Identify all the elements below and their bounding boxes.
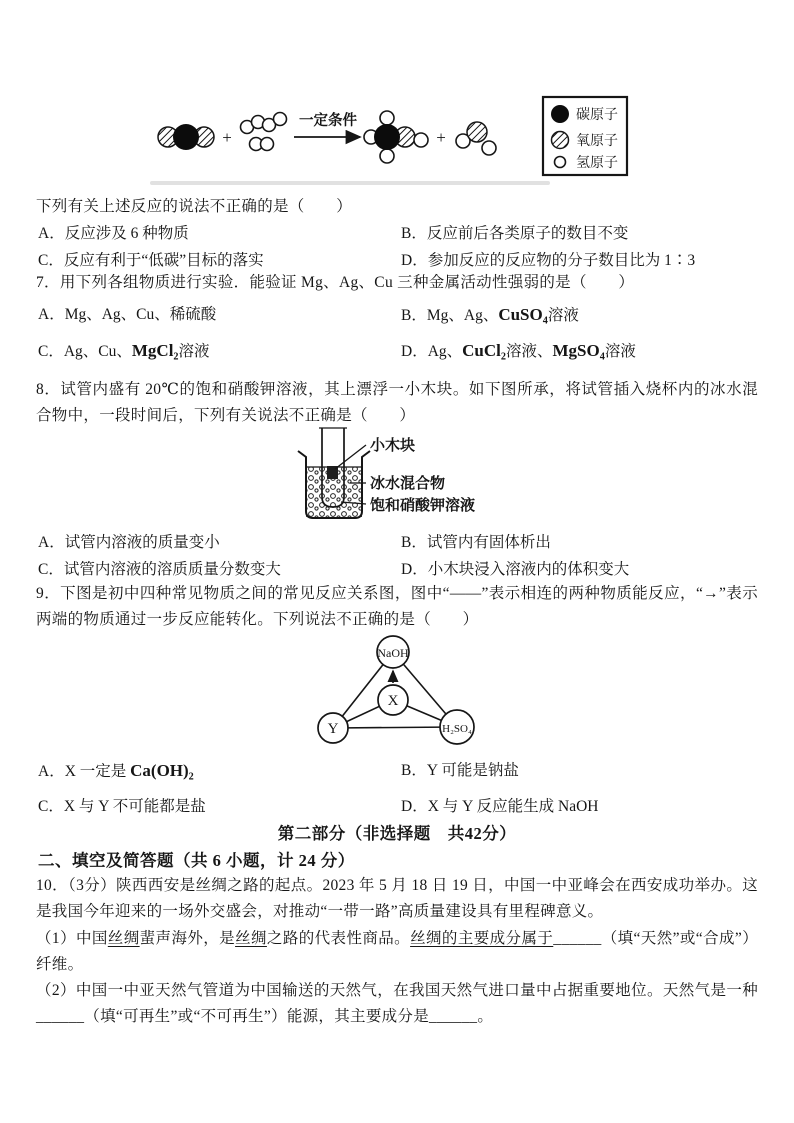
oxygen-atom-icon: [552, 132, 569, 149]
carbon-atom-icon: [374, 124, 400, 150]
scan-artifact: [150, 181, 550, 185]
q8-options: [38, 530, 778, 584]
q6-option-a: A．反应涉及 6 种物质: [38, 225, 189, 242]
q9-stem: 9．下图是初中四种常见物质之间的常见反应关系图，图中“——”表示相连的两种物质能反应，“→”表示两端的物质通过一步反应能转化。下列说法不正确的是（ ）: [36, 585, 758, 628]
legend-item: 碳原子: [576, 108, 618, 123]
q6-option-c: C．反应有利于“低碳”目标的落实: [38, 252, 264, 269]
q7-option-a: A．Mg、Ag、Cu、稀硫酸: [38, 306, 217, 323]
beaker-figure: [0, 421, 794, 527]
oxygen-atom-icon: [467, 122, 487, 142]
section2-title: 第二部分（非选择题 共42分）: [277, 824, 517, 843]
q7-option-d: D．Ag、CuCl₂溶液、MgSO₄溶液: [401, 341, 636, 360]
water-molecule: [456, 122, 496, 155]
reaction-figure: [0, 88, 794, 195]
q9-options: [38, 757, 778, 829]
q9-option-c: C．X 与 Y 不可能都是盐: [38, 798, 206, 815]
hydrogen-atom-icon: [414, 133, 428, 147]
section2-subtitle: 二、填空及简答题（共 6 小题，计 24 分）: [38, 851, 355, 870]
q9-option-d: D．X 与 Y 反应能生成 NaOH: [401, 798, 599, 815]
q6-stem: 下列有关上述反应的说法不正确的是（ ）: [36, 198, 353, 215]
legend-item: 氧原子: [576, 134, 618, 149]
q9-option-b: B．Y 可能是钠盐: [401, 762, 519, 779]
q6-option-d: D．参加反应的反应物的分子数目比为 1∶3: [401, 252, 696, 269]
q6-options: [38, 221, 778, 275]
atom-legend: [543, 97, 627, 175]
node-h2so4-label: H₂SO₄: [442, 723, 472, 735]
q7-option-b: B．Mg、Ag、CuSO₄溶液: [401, 305, 579, 324]
relation-diagram: [0, 633, 794, 755]
q8-option-b: B．试管内有固体析出: [401, 534, 551, 551]
hydrogen-atom-icon: [261, 138, 274, 151]
h2-molecules: [241, 113, 287, 151]
carbon-atom-icon: [173, 124, 199, 150]
q8-option-d: D．小木块浸入溶液内的体积变大: [401, 561, 630, 578]
node-naoh-label: NaOH: [377, 646, 409, 660]
hydrogen-atom-icon: [482, 141, 496, 155]
legend-item: 氢原子: [576, 156, 618, 171]
plus-sign: +: [436, 128, 446, 147]
q8-option-a: A．试管内溶液的质量变小: [38, 534, 220, 551]
q8-option-c: C．试管内溶液的溶质质量分数变大: [38, 561, 281, 578]
q8-stem: 8．试管内盛有 20℃的饱和硝酸钾溶液，其上漂浮一小木块。如下图所承，将试管插入烧杯内的冰水混合物中，一段时间后，下列有关说法不正确是（ ）: [36, 381, 758, 424]
q7-stem: 7．用下列各组物质进行实验．能验证 Mg、Ag、Cu 三种金属活动性强弱的是（ ）: [36, 274, 635, 291]
hydrogen-atom-icon: [274, 113, 287, 126]
q10-intro: 10．（3分）陕西西安是丝绸之路的起点。2023 年 5 月 18 日 19 日，中国一中亚峰会在西安成功举办。这是我国今年迎来的一场外交盛会，对推动“一带一路”高质量建设具有里程碑意义。: [36, 877, 758, 920]
q7-option-c: C．Ag、Cu、MgCl₂溶液: [38, 341, 210, 360]
q10-part2: （2）中国一中亚天然气管道为中国输送的天然气，在我国天然气进口量中占据重要地位。天然气是一种______（填“可再生”或“不可再生”）能源，其主要成分是______。: [36, 982, 758, 1025]
q9-option-a: A．X 一定是 Ca(OH)₂: [38, 761, 194, 780]
hydrogen-atom-icon: [380, 111, 394, 125]
label-solution: 饱和硝酸钾溶液: [370, 498, 476, 514]
carbon-atom-icon: [551, 105, 569, 123]
q7-options: [38, 301, 778, 373]
q10-part1: （1）中国丝绸蜚声海外，是丝绸之路的代表性商品。丝绸的主要成分属于______（填“天然”或“合成”）纤维。: [36, 930, 759, 973]
hydrogen-atom-icon: [380, 149, 394, 163]
condition-label: 一定条件: [299, 113, 357, 129]
label-ice-water: 冰水混合物: [370, 476, 446, 492]
hydrogen-atom-icon: [555, 157, 566, 168]
co2-molecule: [158, 124, 214, 150]
plus-sign: +: [222, 128, 232, 147]
label-wood-block: 小木块: [370, 438, 416, 454]
methanol-molecule: [364, 111, 428, 163]
node-y-label: Y: [327, 721, 339, 737]
q6-option-b: B．反应前后各类原子的数目不变: [401, 225, 629, 242]
node-x-label: X: [387, 693, 399, 709]
